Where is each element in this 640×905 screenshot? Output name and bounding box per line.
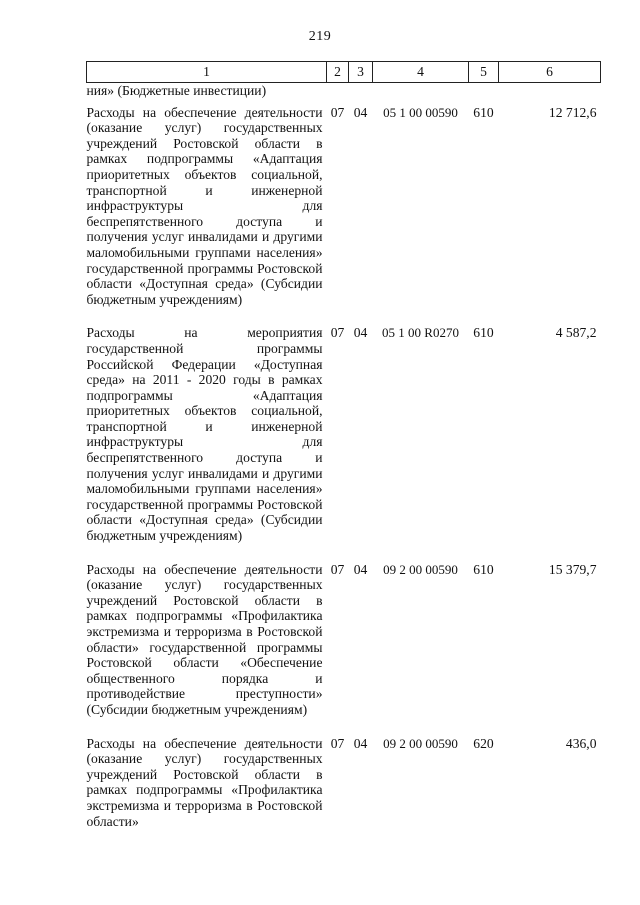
table-row: [87, 562, 601, 736]
column-header-3: 3: [349, 62, 373, 83]
page-number: 219: [308, 29, 332, 44]
row-description: Расходы на обеспечение деятельности (оказание услуг) государственных учреждений Ростовской области в рамках подпрограммы «Адаптация приоритетных объектов социальной, транспортной и инженерной инфраструктуры для беспрепятственного доступа и получения услуг инвалидами и другими маломобильными группами населения» государственной программы Ростовской области «Доступная среда» (Субсидии бюджетным учреждениям): [86, 104, 323, 307]
table-row: [87, 105, 601, 326]
row-target-article: 05 1 00 R0270: [382, 325, 459, 341]
budget-table: [86, 61, 601, 847]
row-target-article: 09 2 00 00590: [383, 561, 458, 577]
column-header-5: 5: [469, 62, 499, 83]
table-header-row: [87, 62, 601, 83]
row-section: 07: [330, 325, 345, 341]
row-expense-type: 610: [473, 325, 494, 341]
column-header-1: 1: [87, 62, 327, 83]
row-subsection: 04: [353, 325, 368, 341]
row-section: 07: [330, 561, 345, 577]
row-target-article: 05 1 00 00590: [383, 104, 458, 120]
row-amount: 12 712,6: [548, 104, 597, 120]
row-description: Расходы на мероприятия государственной программы Российской Федерации «Доступная среда» на 2011 - 2020 годы в рамках подпрограммы «Адаптация приоритетных объектов социальной, транспортной и инженерной инфраструктуры для беспрепятственного доступа и получения услуг инвалидами и другими маломобильными группами населения» государственной программы Ростовской области «Доступная среда» (Субсидии бюджетным учреждениям): [86, 325, 323, 544]
column-header-2: 2: [327, 62, 349, 83]
row-section: 07: [330, 735, 345, 751]
row-subsection: 04: [353, 735, 368, 751]
continuation-row: [87, 83, 601, 105]
row-amount: 4 587,2: [555, 325, 597, 341]
row-amount: 15 379,7: [548, 561, 597, 577]
row-description: Расходы на обеспечение деятельности (оказание услуг) государственных учреждений Ростовской области в рамках подпрограммы «Профилактика экстремизма и терроризма в Ростовской области» государственной программы Ростовской области «Обеспечение общественного порядка и противодействие преступности» (Субсидии бюджетным учреждениям): [86, 561, 323, 717]
continuation-text: ния» (Бюджетные инвестиции): [86, 83, 267, 98]
row-subsection: 04: [353, 104, 368, 120]
column-header-4: 4: [373, 62, 469, 83]
table-row: [87, 736, 601, 848]
column-header-6: 6: [499, 62, 601, 83]
row-subsection: 04: [353, 561, 368, 577]
row-description: Расходы на обеспечение деятельности (оказание услуг) государственных учреждений Ростовской области в рамках подпрограммы «Профилактика экстремизма и терроризма в Ростовской области»: [86, 735, 323, 829]
row-section: 07: [330, 104, 345, 120]
row-expense-type: 610: [473, 561, 494, 577]
row-expense-type: 610: [473, 104, 494, 120]
row-expense-type: 620: [473, 735, 494, 751]
row-target-article: 09 2 00 00590: [383, 735, 458, 751]
table-row: [87, 325, 601, 561]
row-amount: 436,0: [565, 735, 597, 751]
